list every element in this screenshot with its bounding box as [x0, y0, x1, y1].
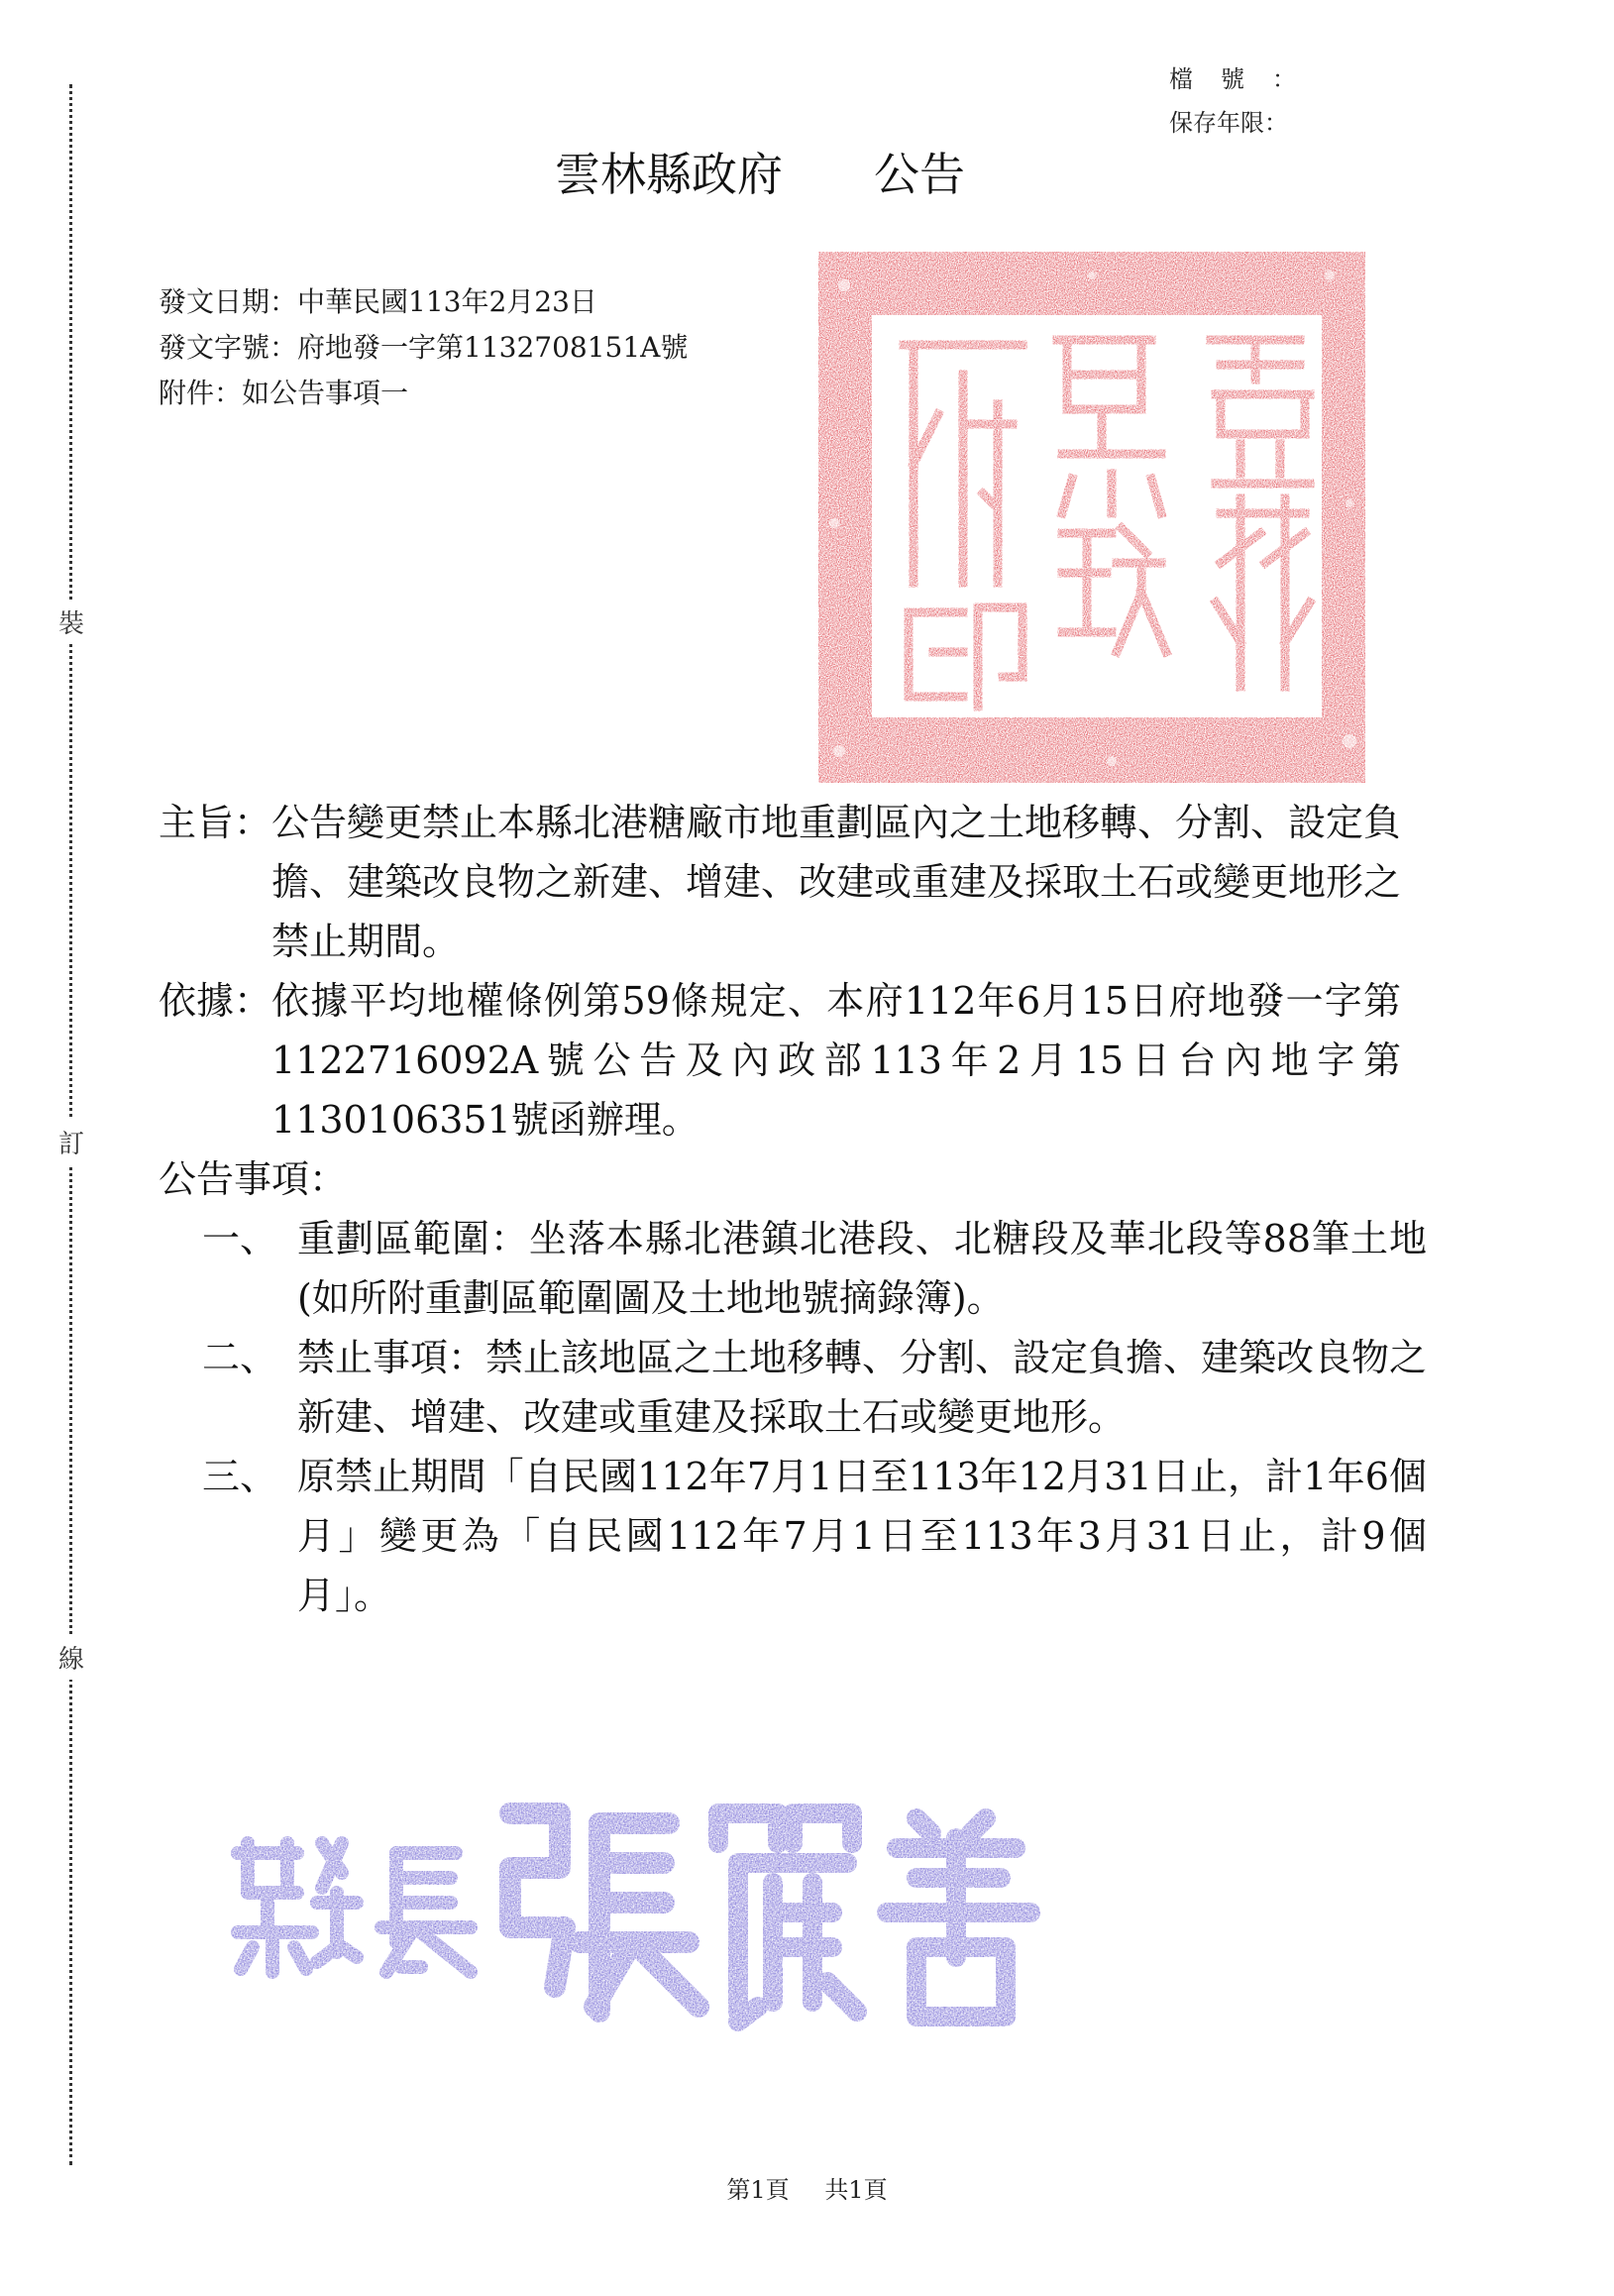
announcement-body	[159, 793, 1447, 1625]
basis-label: 依據：	[159, 979, 272, 1023]
announcement-item	[202, 1328, 1447, 1447]
official-seal	[814, 246, 1369, 789]
file-info	[1169, 57, 1296, 145]
subject-paragraph	[159, 793, 1447, 971]
total-pages: 共1頁	[824, 2176, 888, 2204]
attachment: 附件：如公告事項一	[159, 377, 409, 409]
document-meta	[159, 279, 688, 416]
item-text: 禁止事項：禁止該地區之土地移轉、分割、設定負擔、建築改良物之新建、增建、改建或重建及採取土石或變更地形。	[297, 1336, 1428, 1439]
magistrate-signature-stamp	[223, 1784, 1085, 2041]
binding-char-zhuang: 裝	[57, 600, 85, 644]
subject-text: 公告變更禁止本縣北港糖廠市地重劃區內之土地移轉、分割、設定負擔、建築改良物之新建、增建、改建或重建及採取土石或變更地形之禁止期間。	[271, 801, 1402, 963]
announcement-item	[202, 1447, 1447, 1625]
file-number-colon: ：	[1272, 65, 1296, 93]
signature-text: 縣長張麗善	[223, 1784, 228, 1785]
announcement-items-label: 公告事項：	[159, 1157, 348, 1201]
file-number-label: 檔號	[1169, 65, 1272, 93]
item-number: 一、	[202, 1217, 278, 1260]
item-text: 原禁止期間「自民國112年7月1日至113年12月31日止，計1年6個月」變更為「自民國112年7月1日至113年3月31日止，計9個月」。	[297, 1455, 1427, 1617]
items-heading-row	[159, 1149, 1447, 1209]
subject-label: 主旨：	[159, 801, 272, 844]
item-text: 重劃區範圍：坐落本縣北港鎮北港段、北糖段及華北段等88筆土地(如所附重劃區範圍圖及土地地號摘錄簿)。	[297, 1217, 1427, 1320]
item-number: 三、	[202, 1455, 278, 1498]
basis-paragraph	[159, 971, 1447, 1149]
issue-date: 發文日期：中華民國113年2月23日	[159, 285, 597, 318]
binding-char-ding: 訂	[57, 1120, 85, 1164]
basis-text: 依據平均地權條例第59條規定、本府112年6月15日府地發一字第1122716092A號公告及內政部113年2月15日台內地字第1130106351號函辦理。	[271, 979, 1402, 1142]
retention-period-label: 保存年限：	[1169, 109, 1288, 137]
page-footer	[0, 2170, 1614, 2205]
item-number: 二、	[202, 1336, 278, 1379]
issue-number: 發文字號：府地發一字第1132708151A號	[159, 331, 689, 364]
document-title: 雲林縣政府 公告	[555, 148, 965, 201]
binding-char-xian: 線	[57, 1635, 85, 1680]
announcement-item	[202, 1209, 1447, 1328]
page-number: 第1頁	[726, 2176, 790, 2204]
